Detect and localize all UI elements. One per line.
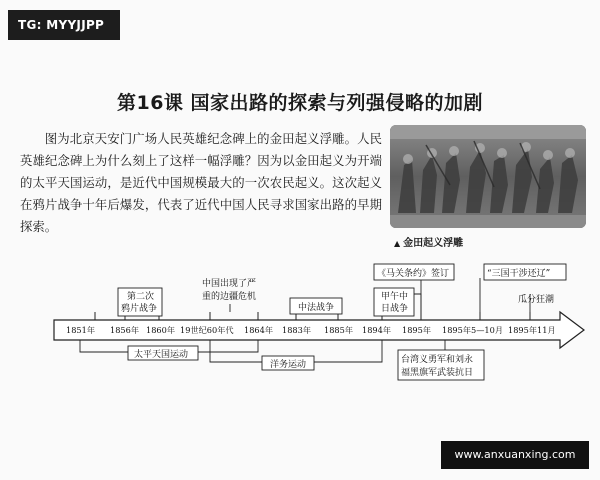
year-label: 19世纪60年代 <box>180 325 234 335</box>
year-label: 1895年5—10月 <box>442 325 504 335</box>
event-text: 中国出现了严 <box>202 279 257 289</box>
relief-image <box>390 125 586 228</box>
photo-caption-text: 金田起义浮雕 <box>403 238 464 249</box>
event-text: 鸦片战争 <box>121 304 158 314</box>
event-text: 第二次 <box>127 292 155 302</box>
lesson-title: 第16课 国家出路的探索与列强侵略的加剧 <box>116 92 484 114</box>
year-label: 1895年 <box>402 325 432 335</box>
intro-paragraph: 图为北京天安门广场人民英雄纪念碑上的金田起义浮雕。人民英雄纪念碑上为什么刻上了这样一幅浮雕？因为以金田起义为开端的太平天国运动，是近代中国规模最大的一次农民起义。这次起义在鸦片战争十年后爆发，代表了近代中国人民寻求国家出路的早期探索。 <box>20 131 382 234</box>
event-text: 日战争 <box>381 304 409 314</box>
year-label: 1864年 <box>244 325 274 335</box>
timeline <box>0 258 600 388</box>
triangle-bullet-icon: ▲ <box>394 239 401 248</box>
year-label: 1883年 <box>282 325 312 335</box>
event-text: 中法战争 <box>298 303 335 313</box>
channel-badge: TG: MYYJJPP <box>8 10 120 40</box>
year-label: 1860年 <box>146 325 176 335</box>
event-text: 太平天国运动 <box>134 350 189 360</box>
year-label: 1856年 <box>110 325 140 335</box>
event-text: 重的边疆危机 <box>202 292 257 302</box>
timeline-diagram <box>0 258 600 388</box>
site-watermark: www.anxuanxing.com <box>441 441 589 469</box>
year-label: 1894年 <box>362 325 392 335</box>
event-text: 洋务运动 <box>270 360 307 370</box>
event-text: 《马关条约》签订 <box>377 269 450 279</box>
year-label: 1885年 <box>324 325 354 335</box>
relief-photo <box>390 125 586 228</box>
event-text: 瓜分狂潮 <box>518 295 555 305</box>
event-text: 台湾义勇军和刘永 <box>401 355 474 365</box>
event-text: 福黑旗军武装抗日 <box>401 368 474 378</box>
year-label: 1895年11月 <box>508 325 556 335</box>
event-text: 甲午中 <box>381 292 409 302</box>
year-label: 1851年 <box>66 325 96 335</box>
event-text: “三国干涉还辽” <box>487 269 551 279</box>
photo-caption <box>394 234 463 249</box>
